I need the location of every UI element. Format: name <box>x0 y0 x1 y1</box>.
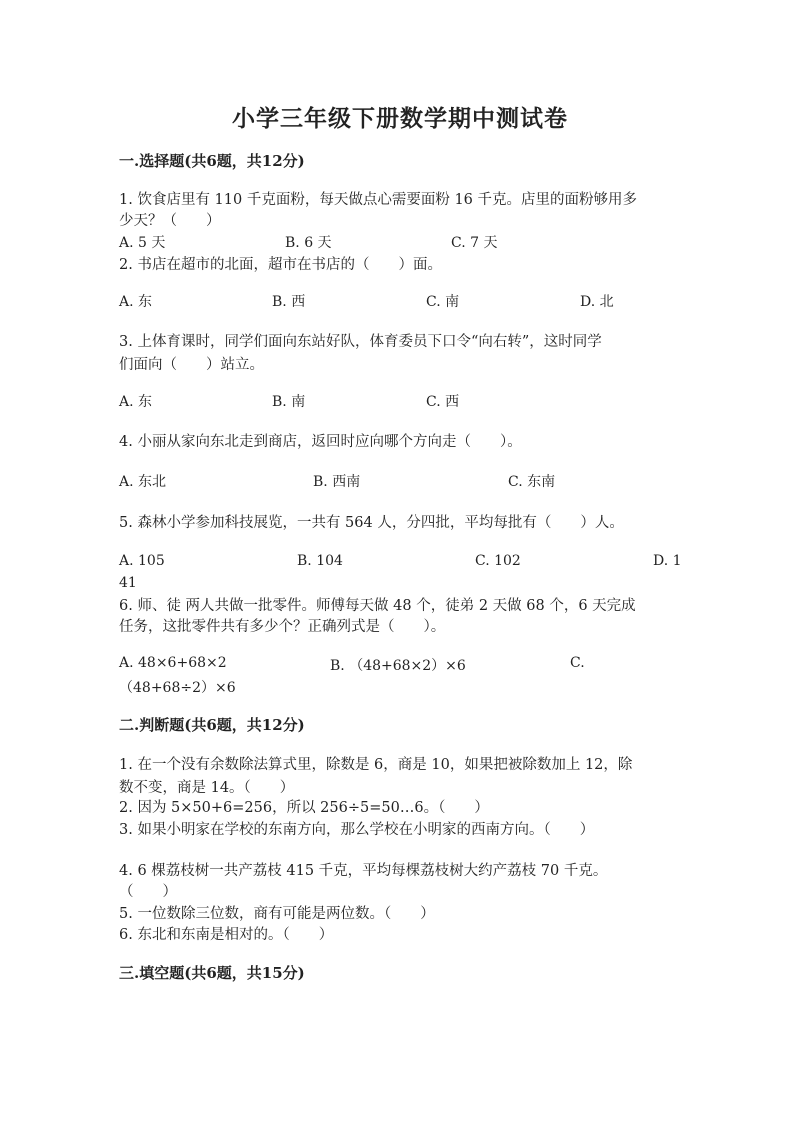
option-a: A. 东 <box>119 294 153 310</box>
judge-item: （ ） <box>119 884 177 900</box>
option-b: B. 104 <box>297 553 343 569</box>
judge-item: 5. 一位数除三位数，商有可能是两位数。（ ） <box>119 906 435 922</box>
option-c: C. 西 <box>426 394 460 410</box>
option-c: C. 102 <box>475 553 521 569</box>
section-heading-judge: 二.判断题(共6题，共12分) <box>119 716 305 734</box>
option-b: B. （48+68×2）×6 <box>330 658 466 674</box>
judge-item: 数不变，商是 14。（ ） <box>119 780 295 796</box>
judge-item: 2. 因为 5×50+6=256，所以 256÷5=50…6。（ ） <box>119 800 489 816</box>
question-text: 们面向（ ）站立。 <box>119 357 264 373</box>
option-c: C. 东南 <box>508 474 556 490</box>
question-text: 6. 师、徒 两人共做一批零件。师傅每天做 48 个，徒弟 2 天做 68 个，6 天完成 <box>119 598 636 614</box>
question-text: 5. 森林小学参加科技展览，一共有 564 人，分四批，平均每批有（ ）人。 <box>119 515 624 531</box>
judge-item: 3. 如果小明家在学校的东南方向，那么学校在小明家的西南方向。（ ） <box>119 822 595 838</box>
option-a: A. 105 <box>119 553 165 569</box>
option-a: A. 东 <box>119 394 153 410</box>
option-a: A. 东北 <box>119 474 167 490</box>
option-c: C. <box>570 655 585 671</box>
judge-item: 6. 东北和东南是相对的。（ ） <box>119 927 334 943</box>
option-b: B. 西 <box>272 294 306 310</box>
option-d-wrap: 41 <box>119 575 137 591</box>
page-title: 小学三年级下册数学期中测试卷 <box>232 105 568 132</box>
option-c: C. 7 天 <box>451 235 498 251</box>
section-heading-fill: 三.填空题(共6题，共15分) <box>119 964 305 982</box>
option-c: C. 南 <box>426 294 460 310</box>
question-text: 少天？（ ） <box>119 213 221 229</box>
judge-item: 1. 在一个没有余数除法算式里，除数是 6，商是 10，如果把被除数加上 12，除 <box>119 757 633 773</box>
question-text: 4. 小丽从家向东北走到商店，返回时应向哪个方向走（ ）。 <box>119 434 522 450</box>
option-d: D. 北 <box>580 294 614 310</box>
question-text: 1. 饮食店里有 110 千克面粉，每天做点心需要面粉 16 千克。店里的面粉够用多 <box>119 192 638 208</box>
judge-item: 4. 6 棵荔枝树一共产荔枝 415 千克，平均每棵荔枝树大约产荔枝 70 千克。 <box>119 863 608 879</box>
option-b: B. 6 天 <box>285 235 332 251</box>
option-b: B. 西南 <box>313 474 361 490</box>
question-text: 2. 书店在超市的北面，超市在书店的（ ）面。 <box>119 257 442 273</box>
section-heading-choice: 一.选择题(共6题，共12分) <box>119 152 305 170</box>
option-b: B. 南 <box>272 394 306 410</box>
option-a: A. 5 天 <box>119 235 166 251</box>
question-text: 任务，这批零件共有多少个？正确列式是（ ）。 <box>119 619 446 635</box>
option-a: A. 48×6+68×2 <box>119 655 227 671</box>
option-c-wrap: （48+68÷2）×6 <box>119 680 236 696</box>
option-d: D. 1 <box>653 553 682 569</box>
question-text: 3. 上体育课时，同学们面向东站好队，体育委员下口令“向右转”，这时同学 <box>119 334 602 350</box>
